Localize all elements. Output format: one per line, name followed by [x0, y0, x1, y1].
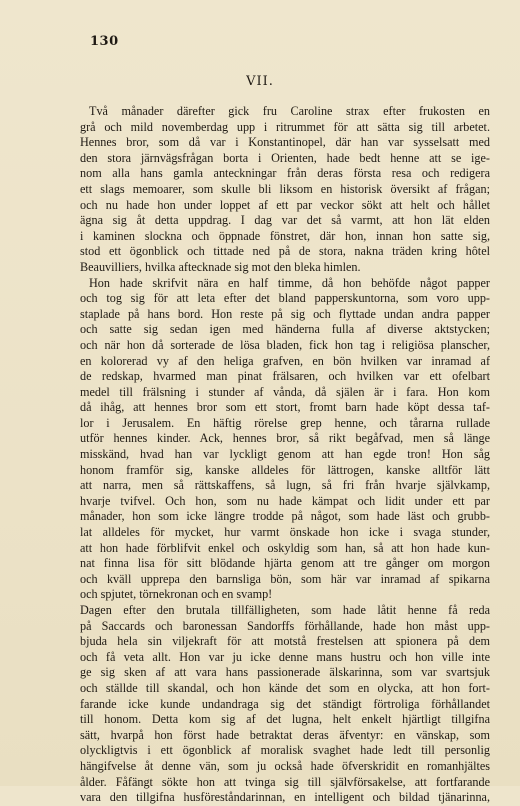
text-line: Hon hade skrifvit nära en half timme, då hon behöfde något papper — [89, 275, 490, 290]
text-line: och nu hade hon under loppet af ett par veckor sökt att helt och hållet — [80, 197, 490, 212]
text-line: medel till frälsning i stunder af vånda, då själen är i fara. Hon kom — [80, 384, 490, 399]
text-line: då ihåg, att hennes bror som ett stort, fromt barn hade köpt dessa taf- — [80, 400, 490, 415]
text-line: farande icke kunde undandraga sig det ständigt förtroliga förhållandet — [80, 696, 490, 711]
text-line: och när hon då sorterade de lösa bladen, fick hon tag i religiösa planscher, — [80, 337, 490, 352]
text-line: och ställde till skandal, och hon kände det som en olycka, att hon fort- — [80, 680, 490, 695]
text-line: vara den tillgifna husföreståndarinnan, en intelligent och bildad tjänarinna, — [80, 790, 490, 805]
text-line: bjuda hela sin viljekraft för att motstå frestelsen att spionera på dem — [80, 634, 490, 649]
text-line: den stora järnvägsfrågan borta i Orienten, hade bedt henne att se ige- — [80, 150, 490, 165]
text-line: Två månader därefter gick fru Caroline strax efter frukosten en — [89, 104, 490, 118]
body-text — [80, 104, 490, 806]
text-line: stod ett ögonblick och tittade ned på de stora, nakna träden kring hôtel — [80, 244, 490, 259]
text-line: en kolorerad vy af den heliga grafven, en bön hvilken var inramad af — [80, 353, 490, 368]
text-line: att hon hade förblifvit enkel och oskyldig som han, så att hon hade kun- — [80, 540, 490, 555]
text-line: hvarje tvifvel. Och hon, som nu hade kämpat och lidit under ett par — [80, 493, 490, 508]
text-line: i kaminen slockna och öppnade fönstret, där hon, innan hon satte sig, — [80, 228, 490, 243]
text-line: misskänd, hvad han var lyckligt genom att han egde tron! Hon såg — [80, 447, 490, 462]
text-line: utför hennes kinder. Ack, hennes bror, så rikt begåfvad, men så länge — [80, 431, 490, 446]
text-line: att narra, men så rättskaffens, så lugn, så fri från hvarje självkamp, — [80, 478, 490, 493]
text-line: Hennes bror, som då var i Konstantinopel, där han var sysselsatt med — [80, 135, 490, 150]
chapter-heading: VII. — [246, 74, 274, 89]
text-line: och spjutet, törnekronan och en svamp! — [80, 587, 273, 602]
page-number: 130 — [90, 34, 119, 49]
text-line: staplade på hans bord. Hon reste på sig och flyttade undan andra papper — [80, 306, 490, 321]
text-line: lor i Jerusalem. En häftig rörelse grep henne, och tårarna rullade — [80, 415, 490, 430]
text-line: och få veta allt. Hon var ju icke denne mans hustru och hon ville inte — [80, 649, 490, 664]
text-line: ålder. Fåfängt sökte hon att tvinga sig till självförsakelse, att fortfarande — [80, 774, 490, 789]
text-line: Dagen efter den brutala tillfälligheten, som hade låtit henne få reda — [80, 603, 490, 617]
text-line: sätt, hvarpå hon först hade betraktat deras äfventyr: en vänskap, som — [80, 727, 490, 742]
text-line: nom alla hans gamla anteckningar från deras första resa och redigera — [80, 166, 490, 181]
text-line: de redskap, hvarmed man pinat frälsaren, och hvilken var ett ofelbart — [80, 369, 490, 384]
text-line: månader, hon som icke längre trodde på något, som hade läst och grubb- — [80, 509, 490, 524]
text-line: hängifvelse åt denne vän, som ju också hade öfverskridit en romanhjältes — [80, 758, 490, 773]
text-line: ägna sig åt detta uppdrag. I dag var det så varmt, att hon lät elden — [80, 213, 490, 228]
text-line: honom framför sig, kanske alldeles för lättrogen, kanske alltför lätt — [80, 462, 490, 477]
text-line: nat finna lisa för sitt blödande hjärta genom att tre gånger om morgon — [80, 556, 490, 571]
text-line: grå och mild novemberdag upp i ritrummet för att sätta sig till arbetet. — [80, 119, 490, 134]
text-line: till honom. Detta kom sig af det lugna, helt enkelt hjärtligt tillgifna — [80, 712, 490, 727]
text-line: lat alldeles för mycket, hur varmt önskade hon icke i svaga stunder, — [80, 525, 490, 540]
text-line: och tog sig för att leta efter det bland papperskuntorna, som voro upp- — [80, 291, 490, 306]
text-line: Beauvilliers, hvilka aftecknade sig mot den bleka himlen. — [80, 259, 361, 274]
text-line: olyckligtvis i ett ögonblick af moralisk svaghet hade ledt till personlig — [80, 743, 490, 758]
text-line: och satte sig sedan igen med händerna fulla af diverse aktstycken; — [80, 322, 490, 337]
text-line: ge sig sken af att vara hans passionerade älskarinna, som var svartsjuk — [80, 665, 490, 680]
text-line: ett slags memoarer, som skulle bli liksom en historisk översikt af frågan; — [80, 181, 490, 196]
text-line: och kväll upprepa den barnsliga bön, som här var inramad af spikarna — [80, 571, 490, 586]
text-line: på Saccards och baronessan Sandorffs förhållande, hade hon måst upp- — [80, 618, 490, 633]
